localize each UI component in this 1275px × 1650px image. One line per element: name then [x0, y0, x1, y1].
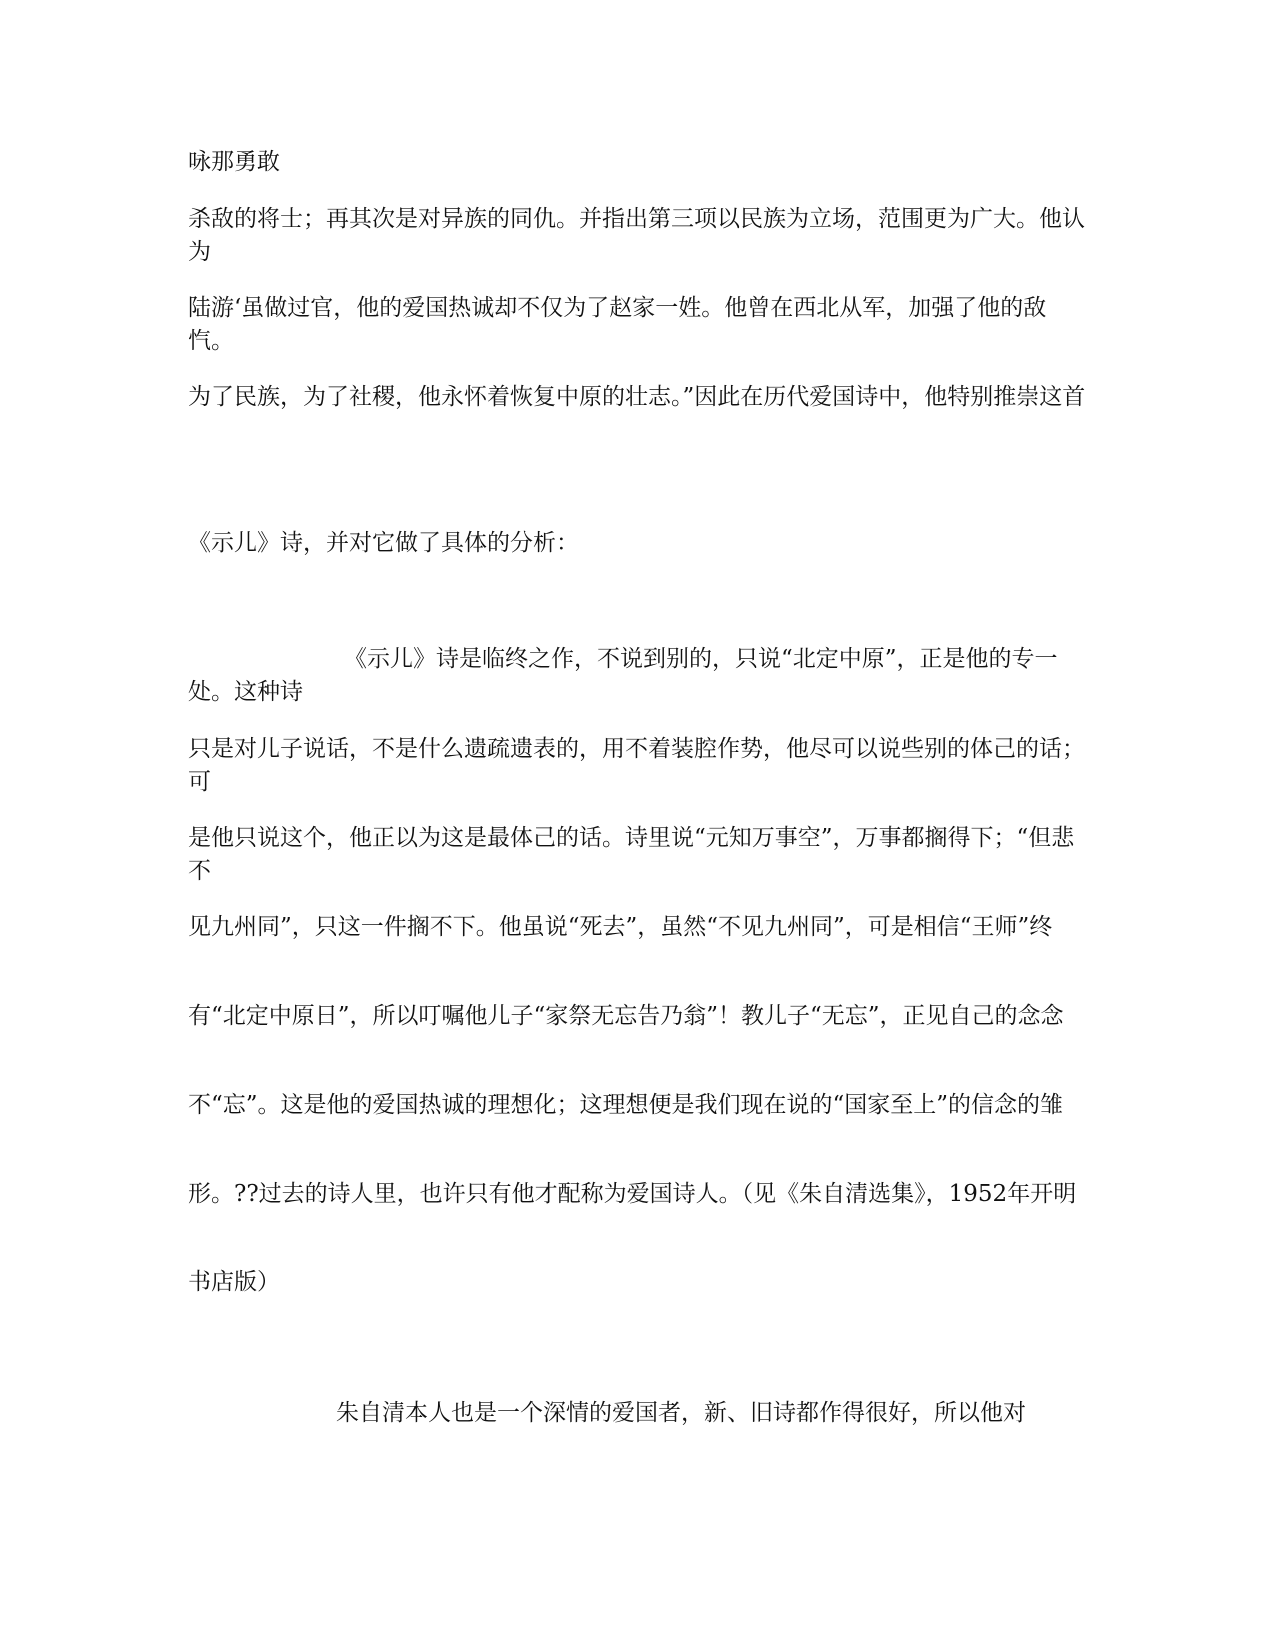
- paragraph-line: 见九州同”，只这一件搁不下。他虽说“死去”，虽然“不见九州同”，可是相信“王师”终: [188, 914, 1053, 940]
- paragraph-line: 书店版）: [188, 1269, 280, 1295]
- paragraph-line: 杀敌的将士；再其次是对异族的同仇。并指出第三项以民族为立场，范围更为广大。他认为: [188, 206, 1085, 265]
- paragraph-line: 是他只说这个，他正以为这是最体己的话。诗里说“元知万事空”，万事都搁得下；“但悲不: [188, 825, 1075, 884]
- paragraph-line: 只是对儿子说话，不是什么遗疏遗表的，用不着装腔作势，他尽可以说些别的体己的话；可: [188, 736, 1085, 795]
- paragraph-line: 不“忘”。这是他的爱国热诚的理想化；这理想便是我们现在说的“国家至上”的信念的雏: [188, 1092, 1064, 1118]
- paragraph-line: 有“北定中原日”，所以叮嘱他儿子“家祭无忘告乃翁”！教儿子“无忘”，正见自己的念念: [188, 1003, 1064, 1029]
- paragraph-line: 《示儿》诗是临终之作，不说到别的，只说“北定中原”，正是他的专一处。这种诗: [188, 646, 1058, 705]
- paragraph-line: 形。??过去的诗人里，也许只有他才配称为爱国诗人。（见《朱自清选集》，1952年开明: [188, 1181, 1077, 1207]
- paragraph-line: 《示儿》诗，并对它做了具体的分析：: [188, 530, 579, 556]
- paragraph-line: 陆游‘虽做过官，他的爱国热诚却不仅为了赵家一姓。他曾在西北从军，加强了他的敌忾。: [188, 295, 1047, 354]
- paragraph-line: 咏那勇敢: [188, 149, 280, 175]
- paragraph-line: 朱自清本人也是一个深情的爱国者，新、旧诗都作得很好，所以他对: [336, 1400, 1026, 1426]
- paragraph-line: 为了民族，为了社稷，他永怀着恢复中原的壮志。”因此在历代爱国诗中，他特别推崇这首: [188, 384, 1086, 410]
